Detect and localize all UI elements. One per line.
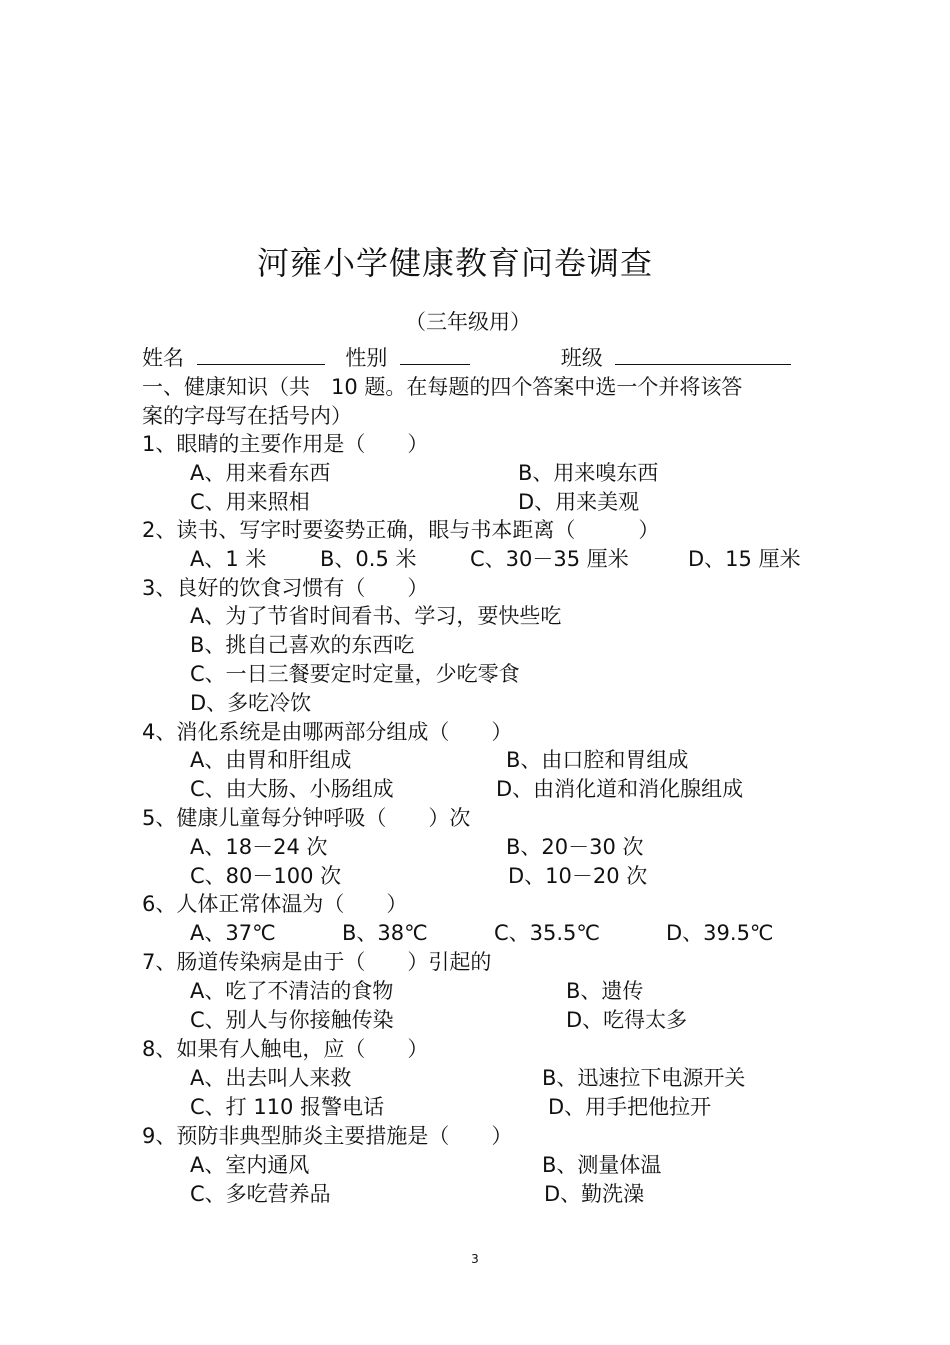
q5-option-b: B、20－30 次 <box>506 835 644 859</box>
q5-option-d: D、10－20 次 <box>508 864 648 888</box>
gender-blank[interactable] <box>400 344 470 365</box>
q9-option-b: B、测量体温 <box>542 1153 662 1177</box>
q6-option-d: D、39.5℃ <box>666 921 774 945</box>
q8-option-d: D、用手把他拉开 <box>548 1095 712 1119</box>
q2-option-d: D、15 厘米 <box>688 547 801 571</box>
q1-option-c: C、用来照相 <box>190 490 310 514</box>
question-9: 9、预防非典型肺炎主要措施是（ ） <box>142 1124 513 1148</box>
q4-option-a: A、由胃和肝组成 <box>190 748 352 772</box>
section-heading: 一、健康知识（共 10 题。在每题的四个答案中选一个并将该答 <box>142 375 743 399</box>
q1-option-b: B、用来嗅东西 <box>518 461 659 485</box>
student-info-row <box>142 344 791 372</box>
q3-option-d: D、多吃冷饮 <box>190 691 312 715</box>
question-5: 5、健康儿童每分钟呼吸（ ）次 <box>142 806 471 830</box>
q7-option-d: D、吃得太多 <box>566 1008 688 1032</box>
q9-option-d: D、勤洗澡 <box>544 1182 645 1206</box>
q8-option-c: C、打 110 报警电话 <box>190 1095 385 1119</box>
q3-option-c: C、一日三餐要定时定量，少吃零食 <box>190 662 520 686</box>
q2-option-b: B、0.5 米 <box>320 547 417 571</box>
question-8: 8、如果有人触电，应（ ） <box>142 1037 429 1061</box>
class-label: 班级 <box>560 346 603 370</box>
question-6: 6、人体正常体温为（ ） <box>142 892 408 916</box>
q4-option-d: D、由消化道和消化腺组成 <box>496 777 744 801</box>
q8-option-a: A、出去叫人来救 <box>190 1066 352 1090</box>
q6-option-b: B、38℃ <box>342 921 428 945</box>
q5-option-c: C、80－100 次 <box>190 864 342 888</box>
q9-option-a: A、室内通风 <box>190 1153 310 1177</box>
question-3: 3、良好的饮食习惯有（ ） <box>142 576 429 600</box>
q4-option-b: B、由口腔和胃组成 <box>506 748 689 772</box>
q7-option-b: B、遗传 <box>566 979 644 1003</box>
name-blank[interactable] <box>197 344 325 365</box>
q2-option-c: C、30－35 厘米 <box>470 547 629 571</box>
q1-option-d: D、用来美观 <box>518 490 640 514</box>
q2-option-a: A、1 米 <box>190 547 267 571</box>
name-label: 姓名 <box>142 346 184 370</box>
q5-option-a: A、18－24 次 <box>190 835 328 859</box>
page-number: 3 <box>471 1252 479 1266</box>
q6-option-c: C、35.5℃ <box>494 921 601 945</box>
question-2: 2、读书、写字时要姿势正确，眼与书本距离（ ） <box>142 518 660 542</box>
q9-option-c: C、多吃营养品 <box>190 1182 331 1206</box>
q3-option-b: B、挑自己喜欢的东西吃 <box>190 633 415 657</box>
class-blank[interactable] <box>615 344 791 365</box>
question-7: 7、肠道传染病是由于（ ）引起的 <box>142 950 492 974</box>
gender-label: 性别 <box>345 346 388 370</box>
q7-option-c: C、别人与你接触传染 <box>190 1008 394 1032</box>
question-4: 4、消化系统是由哪两部分组成（ ） <box>142 720 513 744</box>
section-heading-continued: 案的字母写在括号内） <box>142 404 352 428</box>
q3-option-a: A、为了节省时间看书、学习，要快些吃 <box>190 604 562 628</box>
q1-option-a: A、用来看东西 <box>190 461 331 485</box>
q7-option-a: A、吃了不清洁的食物 <box>190 979 394 1003</box>
q6-option-a: A、37℃ <box>190 921 276 945</box>
page-title: 河雍小学健康教育问卷调查 <box>256 244 653 282</box>
page-subtitle: （三年级用） <box>405 310 531 334</box>
q8-option-b: B、迅速拉下电源开关 <box>542 1066 746 1090</box>
question-1: 1、眼睛的主要作用是（ ） <box>142 432 429 456</box>
q4-option-c: C、由大肠、小肠组成 <box>190 777 394 801</box>
